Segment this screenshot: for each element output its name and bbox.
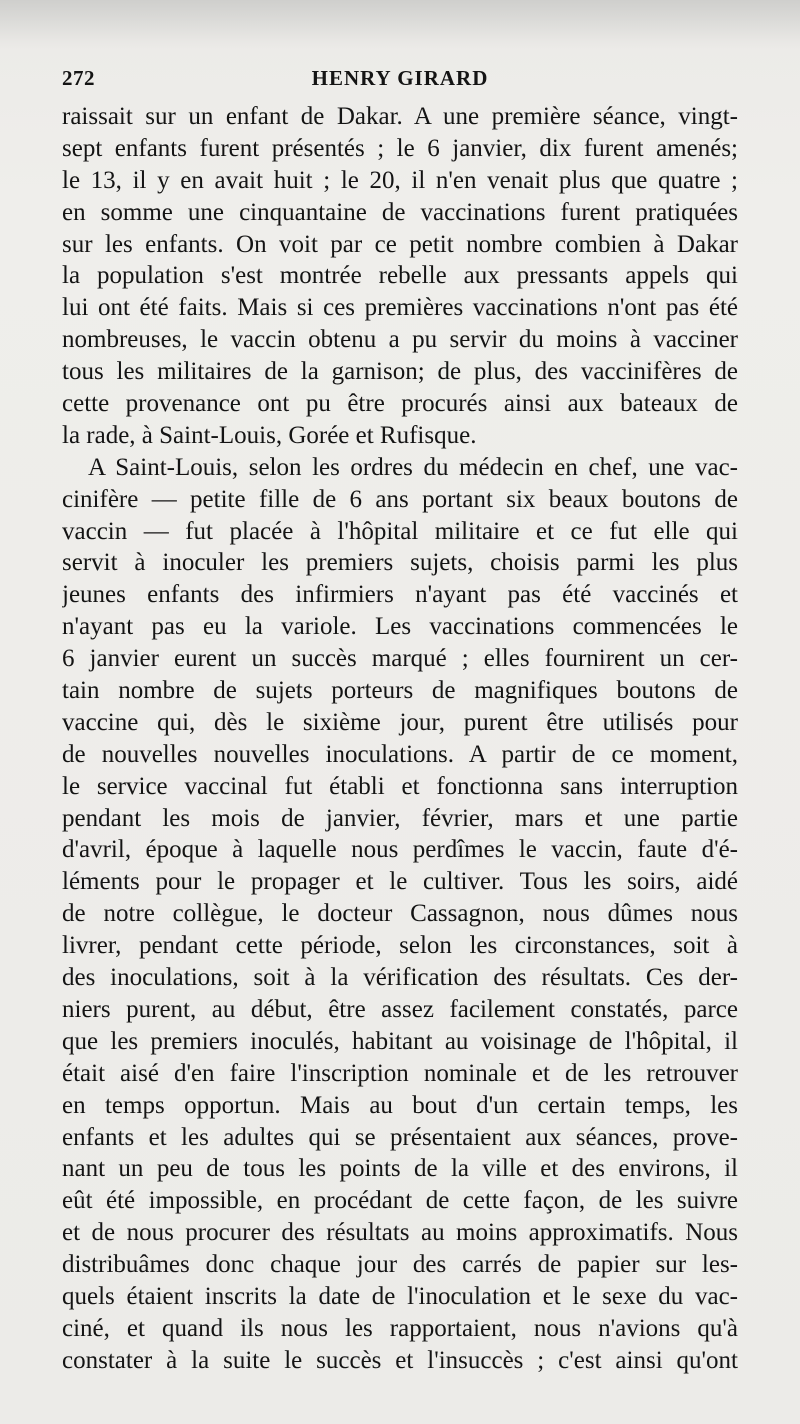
text-line: tous les militaires de la garnison; de plus, des vaccinifères de [62, 358, 738, 386]
text-line: léments pour le propager et le cultiver. Tous les soirs, aidé [62, 868, 738, 896]
text-line: nombreuses, le vaccin obtenu a pu servir du moins à vacciner [62, 326, 738, 354]
text-line: jeunes enfants des infirmiers n'ayant pas été vaccinés et [62, 581, 738, 609]
body-text [62, 101, 738, 1377]
text-line: enfants et les adultes qui se présentaient aux séances, prove- [62, 1123, 738, 1151]
text-line: 6 janvier eurent un succès marqué ; elles fournirent un cer- [62, 645, 738, 673]
text-line: en temps opportun. Mais au bout d'un certain temps, les [62, 1091, 738, 1119]
text-line: niers purent, au début, être assez facilement constatés, parce [62, 995, 738, 1023]
text-line: tain nombre de sujets porteurs de magnifiques boutons de [62, 677, 738, 705]
text-line: de notre collègue, le docteur Cassagnon, nous dûmes nous [62, 900, 738, 928]
text-line: servit à inoculer les premiers sujets, choisis parmi les plus [62, 549, 738, 577]
page-header [62, 66, 738, 94]
running-head: HENRY GIRARD [311, 66, 489, 90]
text-line: d'avril, époque à laquelle nous perdîmes le vaccin, faute d'é- [62, 836, 738, 864]
text-line: en somme une cinquantaine de vaccinations furent pratiquées [62, 198, 738, 226]
text-line: était aisé d'en faire l'inscription nominale et de les retrouver [62, 1059, 738, 1087]
text-line: quels étaient inscrits la date de l'inoculation et le sexe du vac- [62, 1282, 738, 1310]
paragraph-start-line: A Saint-Louis, selon les ordres du médecin en chef, une vac- [88, 453, 738, 481]
text-line: le 13, il y en avait huit ; le 20, il n'en venait plus que quatre ; [62, 166, 738, 194]
text-line: livrer, pendant cette période, selon les circonstances, soit à [62, 932, 738, 960]
text-line: nant un peu de tous les points de la ville et des environs, il [62, 1155, 738, 1183]
text-line: n'ayant pas eu la variole. Les vaccinations commencées le [62, 613, 738, 641]
text-line: sept enfants furent présentés ; le 6 janvier, dix furent amenés; [62, 134, 738, 162]
text-line: raissait sur un enfant de Dakar. A une première séance, vingt- [62, 103, 738, 130]
text-line: constater à la suite le succès et l'insuccès ; c'est ainsi qu'ont [62, 1346, 738, 1374]
text-line: lui ont été faits. Mais si ces premières vaccinations n'ont pas été [62, 294, 738, 322]
text-line: sur les enfants. On voit par ce petit nombre combien à Dakar [62, 230, 738, 258]
text-line: vaccine qui, dès le sixième jour, purent être utilisés pour [62, 708, 738, 736]
text-line: eût été impossible, en procédant de cette façon, de les suivre [62, 1187, 738, 1215]
page-number: 272 [62, 66, 95, 90]
paragraph-end-line: la rade, à Saint-Louis, Gorée et Rufisque. [62, 421, 477, 449]
text-line: de nouvelles nouvelles inoculations. A partir de ce moment, [62, 740, 738, 768]
text-line: vaccin — fut placée à l'hôpital militaire et ce fut elle qui [62, 517, 738, 545]
text-line: la population s'est montrée rebelle aux pressants appels qui [62, 262, 738, 290]
text-line: cinifère — petite fille de 6 ans portant six beaux boutons de [62, 485, 738, 513]
text-line: le service vaccinal fut établi et fonctionna sans interruption [62, 772, 738, 800]
text-line: cette provenance ont pu être procurés ainsi aux bateaux de [62, 390, 738, 418]
text-line: des inoculations, soit à la vérification des résultats. Ces der- [62, 964, 738, 992]
text-line: distribuâmes donc chaque jour des carrés de papier sur les- [62, 1251, 738, 1279]
text-line: et de nous procurer des résultats au moins approximatifs. Nous [62, 1219, 738, 1247]
text-line: ciné, et quand ils nous les rapportaient, nous n'avions qu'à [62, 1314, 738, 1342]
text-line: que les premiers inoculés, habitant au voisinage de l'hôpital, il [62, 1027, 738, 1055]
text-line: pendant les mois de janvier, février, mars et une partie [62, 804, 738, 832]
scan-edge-shadow [0, 0, 800, 50]
